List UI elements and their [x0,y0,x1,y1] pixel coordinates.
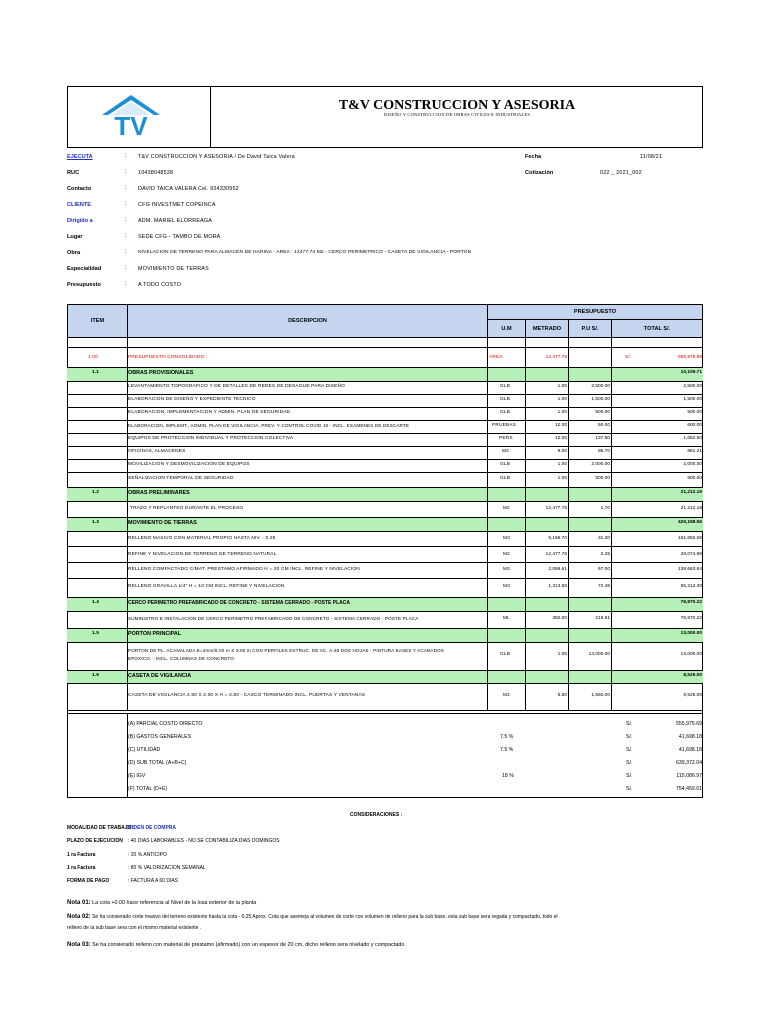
row-line [67,642,703,643]
section-number: 1.6 [92,673,100,678]
item-description: SEÑALIZACION TEMPORAL DE SEGURIDAD [128,476,234,481]
section-title: PORTON PRINCIPAL [128,631,182,637]
total-label: (D) SUB TOTAL (A+B+C) [128,760,187,766]
item-pu: 1.70 [600,506,610,511]
consideracion-label: 1 ra Factura [67,865,96,871]
colon: : [125,201,127,207]
item-metrado: 1.00 [557,462,567,467]
item-description: RELLENO GRAVILLA 1/4" H = 10 CM INCL. REFINE Y NIVELACION [128,584,285,589]
section-title: MOVIMIENTO DE TIERRAS [128,520,197,526]
fecha-value: 11/08/21 [640,154,663,160]
especialidad-label: Especialidad [67,266,102,272]
item-total: 21,212.19 [680,506,702,511]
section-number: 1.3 [92,520,100,525]
presupuesto-value: A TODO COSTO [138,282,182,288]
item-metrado: 12,477.76 [545,552,567,557]
item-metrado: 12.00 [554,436,567,441]
section-number: 1.1 [92,370,100,375]
row-line [67,597,703,598]
colon: : [125,185,127,191]
house-logo-icon [98,93,164,139]
total-label: (C) UTILIDAD [128,747,161,753]
item-um: M3 [503,584,510,589]
item-pu: 67.00 [597,567,610,572]
total-currency: S/. [626,760,633,766]
total-value: 115,086.97 [676,773,702,779]
item-description: TRAZO Y REPLANTEO DURANTE EL PROCESO [130,506,244,511]
item-total: 500.00 [687,476,702,481]
row-line [67,487,703,488]
item-total: 8,525.00 [683,693,702,698]
note-text: Se ha consierado relleno con material de prestamo (afirmado) con un espesor de 20 cm, dicho relleno sera nivelado y compactado. [92,942,406,948]
row-line [67,407,703,408]
item-metrado: 1,313.55 [548,584,567,589]
item-pu: 1,550.00 [591,693,610,698]
item-description: ELABORACION DE DISEÑO Y EXPEDIENTE TECNICO [128,397,256,402]
row-line [67,394,703,395]
total-value: 41,698.18 [678,747,702,753]
total-label: (B) GASTOS GENERALES [128,734,192,740]
item-pu: 219.91 [595,616,610,621]
item-metrado: 2,069.61 [548,567,567,572]
item-um: M2 [502,449,509,454]
item-um: AREA [489,355,503,360]
item-pu: 31.30 [597,536,610,541]
colon: : [125,169,127,175]
dirigido-value: ADM. MARIEL ELORREAGA [138,218,213,224]
total-currency: S/. [626,773,633,779]
item-description: SUMINISTRO E INSTALACION DE CERCO PERIMETRO PREFABRICADO DE CONCRETO - SISTEMA CERRADO - POSTE PLACA [128,616,419,621]
item-um: M2 [503,506,510,511]
note-2-cont: relleno de la sub base sera con el mismo material existente . [67,925,202,931]
item-total: 555,975.69 [677,355,702,360]
item-total: 861.21 [687,449,702,454]
header-divider [210,86,211,148]
col-line [487,338,488,710]
colon: : [125,249,127,255]
colon: : [125,265,127,271]
total-currency: S/. [626,734,633,740]
item-description: ELABORACION, IMPLEMENTACION Y ADMIN. PLAN DE SEGURIDAD [128,410,291,415]
item-total: 13,000.00 [680,652,702,657]
item-um: ML [503,616,510,621]
note-text: La cota +0.00 hace referencia al Nivel de la losa exterior de la planta [92,900,257,906]
note-label: Nota 03: [67,942,91,948]
contacto-value: DAVID TAICA VALERA Cel. 934330952 [138,186,239,192]
item-total: 600.00 [687,423,702,428]
company-subtitle: DISEÑO Y CONSTRUCCION DE OBRAS CIVILES E INDUSTRIALES [383,112,531,117]
header-pu: P.U S/. [568,319,612,338]
consideracion-value: : 80 % VALORIZACION SEMANAL [128,865,206,871]
row-line [67,562,703,563]
section-title: CERCO PERIMETRO PREFABRICADO DE CONCRETO - SISTEMA CERRADO - POSTE PLACA [128,600,350,606]
item-pu: 2,000.00 [591,462,610,467]
item-metrado: 9.00 [557,449,567,454]
consideracion-label: FORMA DE PAGO [67,878,110,884]
item-um: GLB [500,652,511,657]
colon: : [125,233,127,239]
ruc-label: RUC [67,170,80,176]
item-total: 161,650.06 [677,536,702,541]
currency: S/. [625,355,632,360]
item-um: GLB [500,397,511,402]
item-description: ELABORACION, IMPLEMT., ADMIN. PLAN DE VIGILANCIA, PREV. Y CONTROL COVID 19 - INCL. EXAMENES DE DESCARTE [128,423,410,428]
item-pu: 137.50 [595,436,610,441]
item-description: PRESUPUESTO CONSOLIDADO : [128,355,208,360]
item-total: 1,500.00 [683,397,702,402]
section-title: OBRAS PRELIMINARES [128,490,190,496]
total-percent: 18 % [502,773,514,779]
colon: : [125,217,127,223]
cotizacion-value: 022 _ 2021_002 [600,170,642,176]
colon: : [125,281,127,287]
item-total: 2,000.00 [683,462,702,467]
section-number: 1.5 [92,631,100,636]
item-total: 1,652.50 [683,436,702,441]
section-total: 426,158.56 [677,520,702,525]
item-metrado: 5,166.70 [548,536,567,541]
section-total: 8,525.00 [683,673,702,678]
item-total: 95,212.30 [680,584,702,589]
header-um: U.M [487,319,526,338]
item-description: EQUIPOS DE PROTECCION INDIVIDUAL Y PROTECCION COLECTIVA [128,436,294,441]
item-um: PERS [499,436,513,441]
row-line [67,670,703,671]
colon: : [125,153,127,159]
item-description-cont: EPOXICO. - INCL. COLUMNAS DE CONCRETO [128,656,235,661]
section-total: 76,970.22 [680,600,702,605]
item-metrado: 12,477.76 [545,506,567,511]
section-number: 1.2 [92,490,100,495]
consideraciones-title: CONSIDERACIONES : [350,812,403,818]
contacto-label: Contacto [67,186,92,192]
row-line [67,347,703,348]
ruc-value: 10438048538 [138,170,174,176]
item-um: GLB [500,384,511,389]
col-line [611,338,612,710]
item-pu: 72.48 [597,584,610,589]
item-pu: 1,500.00 [591,397,610,402]
row-line [67,367,703,368]
row-line [67,433,703,434]
item-metrado: 12.00 [554,423,567,428]
total-label: (A) PARCIAL COSTO DIRECTO [128,721,203,727]
item-description: OFICINAS, ALMACENES [128,449,186,454]
item-total: 28,074.96 [680,552,702,557]
note-text: Se ha consierado corte masivo del terreno existente hasta la cota - 0.25 Aprox. Cota que asemeja al volumen de corte con volumen de relleno para la sub base, esta sub base sera regada y compactado, todo el [92,914,558,920]
row-line [67,420,703,421]
section-total: 21,212.19 [680,490,702,495]
item-metrado: 5.50 [557,693,567,698]
item-um: GLB [500,462,511,467]
total-value: 754,459.01 [676,786,702,792]
item-description: REFINE Y NIVELACION DE TERRENO DE TERRENO NATURAL [128,552,277,557]
note-label: Nota 01: [67,900,91,906]
item-metrado: 350.00 [552,616,567,621]
logo-text: TV [114,111,148,139]
consideracion-label: MODALIDAD DE TRABAJO : [67,825,135,831]
total-currency: S/. [626,721,633,727]
item-number: 1.00 [88,355,98,360]
obra-value: NIVELACION DE TERRENO PARA ALMACEN DE HARINA - AREA : 12477.74 M2 - CERCO PERIMETRICO - CASETA DE VIGILANCIA - PORTON [138,250,472,255]
header-item: ITEM [67,304,128,338]
item-description: MOVILIZACION Y DESMOVILIZACION DE EQUIPOS [128,462,250,467]
note-1 [67,900,256,906]
consideracion-label: 1 ra Factura [67,852,96,858]
row-line [67,472,703,473]
item-pu: 2.25 [600,552,610,557]
item-description: PORTON DE PL. ACANALADA E=2mm/6.00 m X 3.00 m CON PERFILES ESTRUC. DE AC. A-36 DOS HOJAS - PINTURA BASES Y ACABADOS [128,648,444,653]
note-2 [67,914,558,920]
item-total: 2,500.00 [683,384,702,389]
ejecuta-label: EJECUTA [67,154,93,160]
item-pu: 13,000.00 [588,652,610,657]
row-line [67,381,703,382]
company-name: T&V CONSTRUCCION Y ASESORIA [338,98,576,113]
item-um: M2 [503,552,510,557]
total-value: 555,975.69 [676,721,702,727]
item-description: RELLENO MASIVO CON MATERIAL PROPIO HASTA NIV. - 0.25 [128,536,276,541]
item-total: 500.00 [687,410,702,415]
total-label: (F) TOTAL (D+E) [128,786,168,792]
row-line [67,628,703,629]
row-line [67,683,703,684]
item-pu: 50.00 [597,423,610,428]
row-line [67,611,703,612]
item-pu: 500.00 [595,410,610,415]
row-line [67,546,703,547]
row-line [67,501,703,502]
row-line [67,459,703,460]
consideracion-value: : FACTURA A 60 DIAS [128,878,179,884]
total-currency: S/. [626,747,633,753]
total-value: 639,372.04 [676,760,702,766]
item-pu: 95.70 [597,449,610,454]
item-description: CASETA DE VIGILANCIA 2.50 X 2.00 X H = 2.50 - CASCO TERMINADO INCL. PUERTAS Y VENTANAS [128,693,366,698]
lugar-label: Lugar [67,234,83,240]
presupuesto-label: Presupuesto [67,282,101,288]
item-um: M3 [503,567,510,572]
item-metrado: 1.00 [557,384,567,389]
ejecuta-value: T&V CONSTRUCCION Y ASESORIA / De David Taica Valera [138,154,295,160]
consideracion-label: PLAZO DE EJECUCION [67,838,123,844]
item-metrado: 1.00 [557,652,567,657]
cliente-value: CFG INVESTMET COPEINCA [138,202,216,208]
total-currency: S/. [626,786,633,792]
item-total: 138,663.84 [677,567,702,572]
row-line [67,710,703,711]
header-descripcion: DESCRIPCION [127,304,488,338]
section-title: CASETA DE VIGILANCIA [128,673,192,679]
item-total: 76,970.22 [680,616,702,621]
cliente-label: CLIENTE [67,202,91,208]
item-um: GLB [500,476,511,481]
item-description: RELLENO COMPACTADO C/MAT. PRESTAMO AFIRMADO H = 20 CM INCL. REFINE Y NIVELACION [128,567,360,572]
total-label: (E) IGV [128,773,146,779]
cotizacion-label: Cotización [525,170,554,176]
header-metrado: METRADO [525,319,569,338]
item-description: LEVANTAMIENTO TOPOGRAFICO Y DE DETALLES DE REDES DE DESAGUE PARA DISEÑO [128,384,345,389]
note-3 [67,942,406,948]
header-presupuesto: PRESUPUESTO [487,304,703,320]
note-label: Nota 02: [67,914,91,920]
item-pu: 2,500.00 [591,384,610,389]
item-um: GLB [500,410,511,415]
fecha-label: Fecha [525,154,542,160]
section-total: 10,109.71 [680,370,702,375]
section-title: OBRAS PROVISIONALES [128,370,194,376]
header-total: TOTAL S/. [611,319,703,338]
consideracion-value: : 20 % ANTICIPO [128,852,167,858]
item-metrado: 1.00 [557,397,567,402]
item-um: M3 [503,536,510,541]
total-value: 41,698.18 [678,734,702,740]
row-line [67,578,703,579]
section-number: 1.4 [92,600,100,605]
especialidad-value: MOVIMIENTO DE TERRAS [138,266,209,272]
row-line [67,517,703,518]
item-um: M2 [503,693,510,698]
dirigido-label: Dirigido a [67,218,93,224]
lugar-value: SEDE CFG - TAMBO DE MORA [138,234,221,240]
item-metrado: 1.00 [557,410,567,415]
consideracion-value: ORDEN DE COMPRA [126,825,177,831]
item-um: PRUEBAS [492,423,516,428]
item-metrado: 12,477.76 [545,355,567,360]
total-percent: 7.5 % [500,734,514,740]
section-total: 13,000.00 [680,631,702,636]
total-percent: 7.5 % [500,747,514,753]
item-pu: 500.00 [595,476,610,481]
row-line [67,531,703,532]
row-line [67,446,703,447]
consideracion-value: : 40 DIAS LABORABLES - NO SE CONTABILIZA DIAS DOMINGOS [128,838,280,844]
obra-label: Obra [67,250,81,256]
item-metrado: 1.00 [557,476,567,481]
